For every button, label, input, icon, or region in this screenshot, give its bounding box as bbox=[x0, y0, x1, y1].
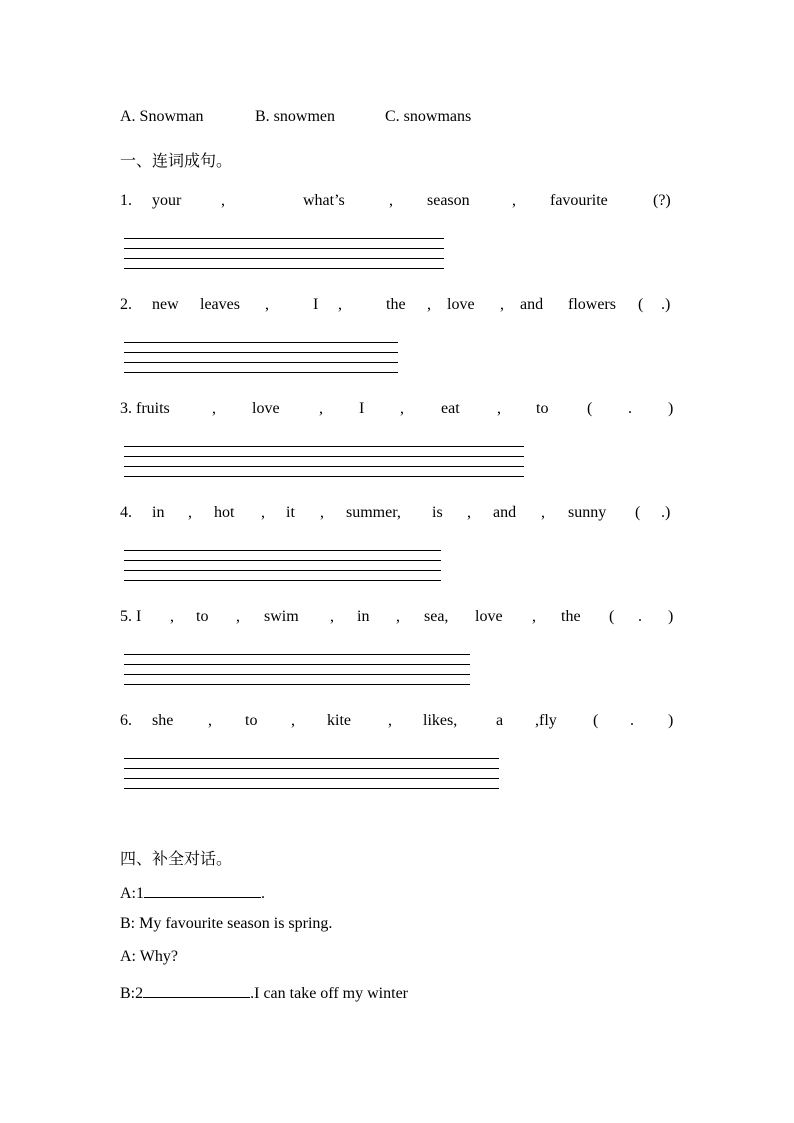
q2-word: .) bbox=[661, 296, 671, 313]
choice-a: A. Snowman bbox=[120, 108, 204, 125]
section-one-heading: 一、连词成句。 bbox=[120, 151, 233, 170]
q5-word: sea, bbox=[424, 608, 449, 625]
q6-word: , bbox=[291, 712, 295, 729]
q6-word: likes, bbox=[423, 712, 458, 729]
section-four-heading: 四、补全对话。 bbox=[120, 849, 233, 868]
q2-word: , bbox=[265, 296, 269, 313]
q1-word: season bbox=[427, 192, 470, 209]
dialogue-a1-prefix: A:1 bbox=[120, 885, 144, 902]
q6-word: she bbox=[152, 712, 174, 729]
choice-c: C. snowmans bbox=[385, 108, 472, 125]
q4-word: 4. bbox=[120, 504, 132, 521]
q4-word: , bbox=[261, 504, 265, 521]
q2-word: leaves bbox=[200, 296, 240, 313]
q6-word: 6. bbox=[120, 712, 132, 729]
q2-word: ( bbox=[638, 296, 644, 313]
dialogue-line-b1: B: My favourite season is spring. bbox=[120, 915, 333, 932]
q6-word: , bbox=[208, 712, 212, 729]
q5-word: , bbox=[236, 608, 240, 625]
answer-lines-5[interactable] bbox=[124, 654, 470, 694]
q4-word: , bbox=[320, 504, 324, 521]
q1-word: your bbox=[152, 192, 182, 209]
question-6 bbox=[120, 712, 675, 734]
q4-word: summer, bbox=[346, 504, 401, 521]
q3-word: love bbox=[252, 400, 280, 417]
q6-word: ) bbox=[668, 712, 674, 729]
q2-word: , bbox=[427, 296, 431, 313]
blank-1[interactable] bbox=[144, 882, 261, 898]
q5-word: , bbox=[330, 608, 334, 625]
answer-lines-4[interactable] bbox=[124, 550, 441, 590]
q4-word: sunny bbox=[568, 504, 607, 521]
q5-word: the bbox=[561, 608, 581, 625]
q1-word: , bbox=[512, 192, 516, 209]
dialogue-line-a1 bbox=[120, 882, 265, 903]
question-5 bbox=[120, 608, 675, 630]
question-3 bbox=[120, 400, 675, 422]
q4-word: , bbox=[541, 504, 545, 521]
q5-word: swim bbox=[264, 608, 299, 625]
dialogue-a1-suffix: . bbox=[261, 885, 265, 902]
answer-lines-1[interactable] bbox=[124, 238, 444, 278]
answer-lines-3[interactable] bbox=[124, 446, 524, 486]
q6-word: ,fly bbox=[535, 712, 557, 729]
question-1 bbox=[120, 192, 675, 214]
q4-word: in bbox=[152, 504, 165, 521]
q5-word: . bbox=[638, 608, 642, 625]
q6-word: to bbox=[245, 712, 258, 729]
q2-word: love bbox=[447, 296, 475, 313]
question-4 bbox=[120, 504, 675, 526]
q6-word: . bbox=[630, 712, 634, 729]
q3-word: eat bbox=[441, 400, 460, 417]
q1-word: , bbox=[389, 192, 393, 209]
q6-word: kite bbox=[327, 712, 351, 729]
q4-word: it bbox=[286, 504, 295, 521]
q3-word: , bbox=[400, 400, 404, 417]
q1-word: 1. bbox=[120, 192, 132, 209]
q3-word: , bbox=[212, 400, 216, 417]
q6-word: ( bbox=[593, 712, 599, 729]
dialogue-line-b2 bbox=[120, 982, 408, 1003]
answer-lines-2[interactable] bbox=[124, 342, 398, 382]
dialogue-b2-suffix: .I can take off my winter bbox=[250, 985, 408, 1002]
q5-word: 5. I bbox=[120, 608, 142, 625]
q3-word: ) bbox=[668, 400, 674, 417]
q6-word: a bbox=[496, 712, 504, 729]
q2-word: I bbox=[313, 296, 319, 313]
q2-word: , bbox=[338, 296, 342, 313]
q2-word: the bbox=[386, 296, 406, 313]
q5-word: , bbox=[532, 608, 536, 625]
q3-word: , bbox=[497, 400, 501, 417]
q1-word: , bbox=[221, 192, 225, 209]
q4-word: , bbox=[188, 504, 192, 521]
q3-word: ( bbox=[587, 400, 593, 417]
q4-word: and bbox=[493, 504, 517, 521]
q3-word: 3. fruits bbox=[120, 400, 170, 417]
q2-word: , bbox=[500, 296, 504, 313]
q4-word: hot bbox=[214, 504, 235, 521]
q4-word: ( bbox=[635, 504, 641, 521]
dialogue-line-a2: A: Why? bbox=[120, 948, 178, 965]
q5-word: , bbox=[396, 608, 400, 625]
q3-word: I bbox=[359, 400, 365, 417]
q1-word: (?) bbox=[653, 192, 671, 209]
question-2 bbox=[120, 296, 675, 318]
dialogue-b2-prefix: B:2 bbox=[120, 985, 144, 1002]
q5-word: ) bbox=[668, 608, 674, 625]
q5-word: ( bbox=[609, 608, 615, 625]
q2-word: 2. bbox=[120, 296, 132, 313]
q2-word: new bbox=[152, 296, 179, 313]
q4-word: .) bbox=[661, 504, 671, 521]
q5-word: in bbox=[357, 608, 370, 625]
q3-word: . bbox=[628, 400, 632, 417]
q1-word: what’s bbox=[303, 192, 345, 209]
q5-word: , bbox=[170, 608, 174, 625]
q4-word: is bbox=[432, 504, 443, 521]
q5-word: love bbox=[475, 608, 503, 625]
q3-word: , bbox=[319, 400, 323, 417]
q1-word: favourite bbox=[550, 192, 608, 209]
q4-word: , bbox=[467, 504, 471, 521]
q5-word: to bbox=[196, 608, 209, 625]
choice-b: B. snowmen bbox=[255, 108, 335, 125]
q3-word: to bbox=[536, 400, 549, 417]
q2-word: flowers bbox=[568, 296, 616, 313]
answer-lines-6[interactable] bbox=[124, 758, 499, 798]
blank-2[interactable] bbox=[143, 982, 250, 998]
q2-word: and bbox=[520, 296, 544, 313]
q6-word: , bbox=[388, 712, 392, 729]
